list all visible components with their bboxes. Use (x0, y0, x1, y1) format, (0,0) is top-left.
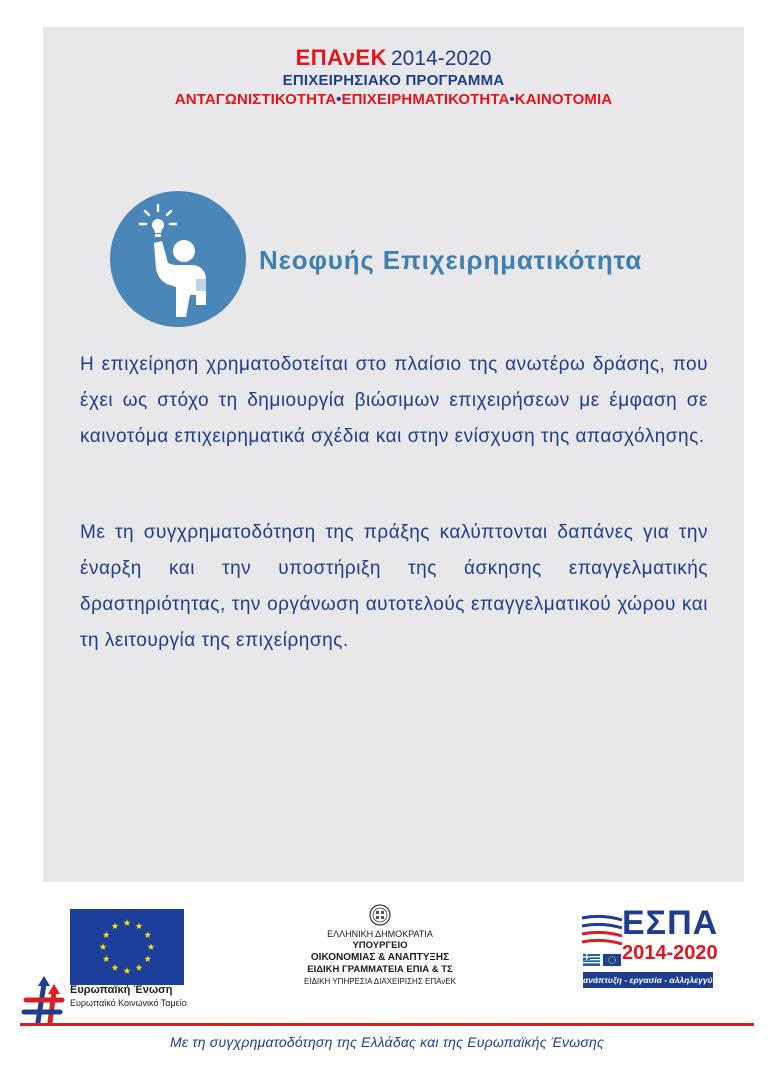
ministry-line-5: ΕΙΔΙΚΗ ΥΠΗΡΕΣΙΑ ΔΙΑΧΕΙΡΙΣΗΣ ΕΠΑνΕΚ (304, 977, 456, 986)
ministry-line-2: ΥΠΟΥΡΓΕΙΟ (352, 940, 408, 951)
ministry-line-1: ΕΛΛΗΝΙΚΗ ΔΗΜΟΚΡΑΤΙΑ (327, 929, 433, 939)
cofunding-statement: Με τη συγχρηματοδότηση της Ελλάδας και της Ευρωπαϊκής Ένωσης (170, 1034, 604, 1050)
program-subtitle: ΕΠΙΧΕΙΡΗΣΙΑΚΟ ΠΡΟΓΡΑΜΜΑ (282, 72, 505, 89)
pillar-separator: • (509, 91, 515, 108)
content-panel (43, 27, 744, 882)
eu-label: Ευρωπαϊκή Ένωση (70, 984, 173, 996)
ministry-block (270, 904, 490, 987)
action-title: Νεοφυής Επιχειρηματικότητα (259, 245, 642, 275)
funding-logos (0, 900, 774, 1010)
espa-word: ΕΣΠΑ (622, 904, 719, 942)
body-paragraph-2: Με τη συγχρηματοδότηση της πράξης καλύπτονται δαπάνες για την έναρξη και την υποστήριξη της άσκησης επαγγελματικής δραστηριότητας, την οργάνωση αυτοτελούς επαγγελματικού χώρου και τη λειτουργία της επιχείρησης. (80, 522, 708, 651)
esf-label: Ευρωπαϊκό Κοινωνικό Ταμείο (70, 998, 187, 1008)
eu-flag-icon (70, 909, 184, 985)
ministry-line-3: ΟΙΚΟΝΟΜΙΑΣ & ΑΝΑΠΤΥΞΗΣ (310, 952, 450, 963)
pillar-entrepreneurship: ΕΠΙΧΕΙΡΗΜΑΤΙΚΟΤΗΤΑ (341, 91, 510, 108)
greek-eu-flags-icon (583, 954, 621, 966)
footer-divider (20, 1023, 754, 1026)
program-title (43, 45, 744, 72)
program-header (43, 45, 744, 110)
idea-person-icon (110, 191, 246, 327)
ministry-line-4: ΕΙΔΙΚΗ ΓΡΑΜΜΑΤΕΙΑ ΕΠΙΑ & ΤΣ (307, 964, 453, 975)
espa-logo (580, 904, 720, 996)
body-paragraph-1: Η επιχείρηση χρηματοδοτείται στο πλαίσιο της ανωτέρω δράσης, που έχει ως στόχο τη δημιουργία βιώσιμων επιχειρήσεων με έμφαση σε καινοτόμα επιχειρηματικά σχέδια και στην ενίσχυση της απασχόλησης. (80, 354, 708, 447)
pillar-competitiveness: ΑΝΤΑΓΩΝΙΣΤΙΚΟΤΗΤΑ (174, 91, 337, 108)
epanek-brand: ΕΠΑνΕΚ (295, 45, 387, 70)
greek-emblem-icon (369, 904, 391, 926)
program-pillars (43, 90, 744, 110)
hashtag-arrow-logo (20, 974, 68, 1030)
pillar-separator: • (336, 91, 342, 108)
pillar-innovation: ΚΑΙΝΟΤΟΜΙΑ (514, 91, 613, 108)
espa-swoosh-icon (580, 912, 624, 950)
program-years: 2014-2020 (391, 47, 492, 70)
espa-slogan: ανάπτυξη - εργασία - αλληλεγγύη (583, 972, 713, 988)
espa-years: 2014-2020 (622, 942, 718, 964)
